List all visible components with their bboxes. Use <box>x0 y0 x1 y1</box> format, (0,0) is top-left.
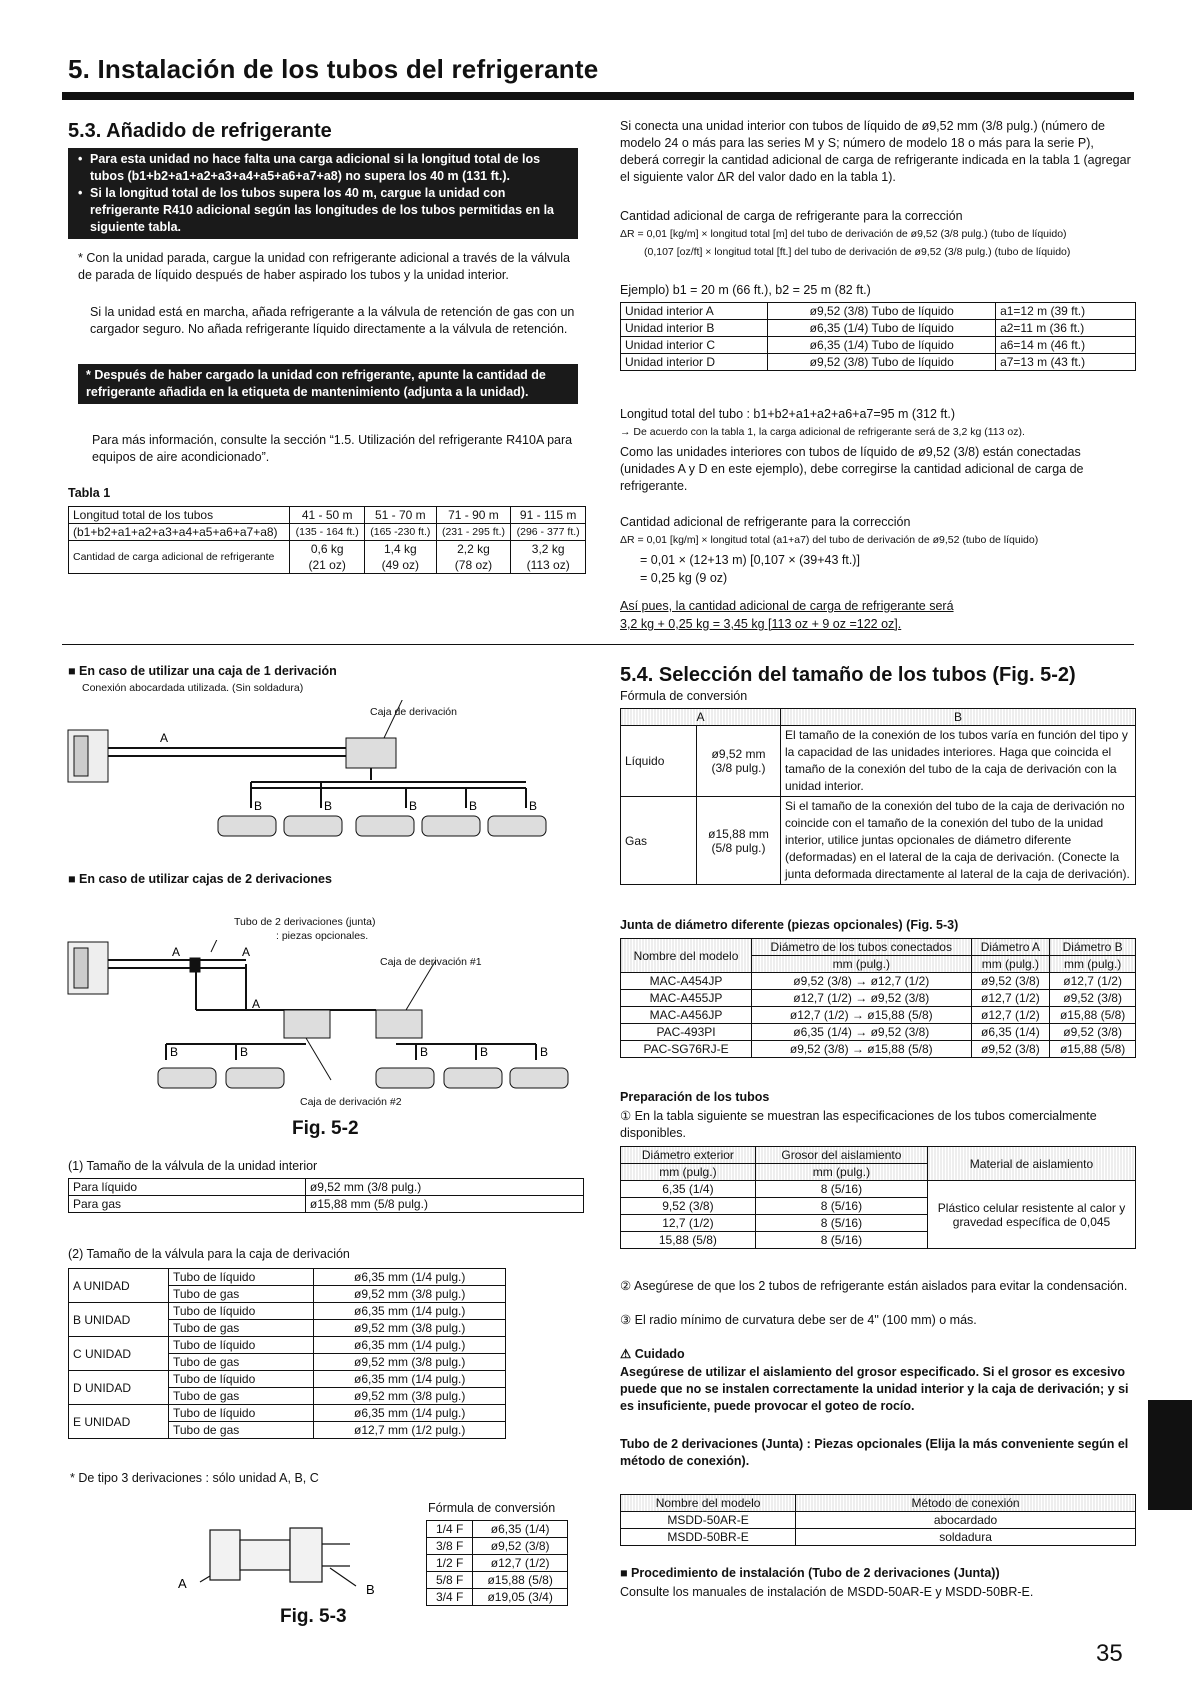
jh-unit: mm (pulg.) <box>971 956 1050 973</box>
t1-cell: (78 oz) <box>436 557 511 574</box>
vt1-cell: Para líquido <box>69 1179 306 1196</box>
valve-table-1 <box>68 1178 584 1213</box>
ex-cell: ø6,35 (1/4) Tubo de líquido <box>768 337 996 354</box>
label-b: B <box>529 799 538 813</box>
label-b: B <box>324 799 333 813</box>
liq-value: ø6,35 mm (1/4 pulg.) <box>314 1269 506 1286</box>
warning-block-1 <box>68 148 578 239</box>
junta-cell: ø12,7 (1/2) → ø15,88 (5/8) <box>752 1007 971 1024</box>
conv-value: ø6,35 (1/4) <box>473 1521 568 1538</box>
ins-diam: 6,35 (1/4) <box>621 1181 756 1198</box>
fig-5-3-joint-drawing <box>170 1510 400 1620</box>
size-gas-label: Gas <box>621 797 697 885</box>
t1-cell: 91 - 115 m <box>511 507 586 524</box>
rt-formula-1: ΔR = 0,01 [kg/m] × longitud total [m] del tubo de derivación de ø9,52 (3/8 pulg.) (tubo de líquido) <box>620 228 1067 240</box>
liq-label: Tubo de líquido <box>169 1337 314 1354</box>
rt-formula-5: = 0,25 kg (9 oz) <box>640 571 728 585</box>
m-cell: MSDD-50AR-E <box>621 1512 796 1529</box>
liq-value: ø6,35 mm (1/4 pulg.) <box>314 1303 506 1320</box>
caution-label: Cuidado <box>634 1347 685 1361</box>
ins-thick: 8 (5/16) <box>755 1215 927 1232</box>
fig-1branch-heading: ■ En caso de utilizar una caja de 1 derivación <box>68 664 337 678</box>
prep-title: Preparación de los tubos <box>620 1090 770 1104</box>
size-desc-1: El tamaño de la conexión de los tubos varía en función del tipo y la capacidad de las unidades interiores. Haga que coincida el tamaño de la conexión del tubo de la caja de derivación con la unidad interior. <box>781 726 1136 797</box>
ex-cell: Unidad interior D <box>621 354 768 371</box>
t1-cell: (296 - 377 ft.) <box>511 524 586 541</box>
ih-thick: Grosor del aislamiento <box>755 1147 927 1164</box>
ih-diam: Diámetro exterior <box>621 1147 756 1164</box>
label-a: A <box>252 997 261 1011</box>
section-tab-marker <box>1148 1400 1192 1510</box>
junta-cell: ø15,88 (5/8) <box>1050 1007 1136 1024</box>
unit-label: C UNIDAD <box>69 1337 169 1371</box>
tubo-label-b: : piezas opcionales. <box>276 930 369 942</box>
caja2-label: Caja de derivación #2 <box>300 1096 402 1108</box>
rt-result-2: 3,2 kg + 0,25 kg = 3,45 kg [113 oz + 9 oz =122 oz]. <box>620 617 902 631</box>
junta-cell: ø12,7 (1/2) <box>971 990 1050 1007</box>
section-5-3-title: 5.3. Añadido de refrigerante <box>68 120 332 142</box>
tubo-label-a: Tubo de 2 derivaciones (junta) <box>234 916 376 928</box>
t1-cell: (49 oz) <box>365 557 437 574</box>
proc-text: Consulte los manuales de instalación de MSDD-50AR-E y MSDD-50BR-E. <box>620 1585 1034 1599</box>
paragraph-2: Si la unidad está en marcha, añada refrigerante a la válvula de retención de gas con un cargador seguro. No añada refrigerante líquido directamente a la válvula de retención. <box>90 305 575 336</box>
ex-cell: Unidad interior B <box>621 320 768 337</box>
t1-header: Cantidad de carga adicional de refrigerante <box>69 541 290 574</box>
label-b: B <box>366 1582 375 1597</box>
prep-3: ③ El radio mínimo de curvatura debe ser de 4" (100 mm) o más. <box>620 1313 977 1327</box>
rt-paragraph-6: Cantidad adicional de refrigerante para la corrección <box>620 515 911 529</box>
liq-value: ø6,35 mm (1/4 pulg.) <box>314 1405 506 1422</box>
ih-mat: Material de aislamiento <box>928 1147 1136 1181</box>
ex-cell: a6=14 m (46 ft.) <box>996 337 1136 354</box>
m-cell: soldadura <box>796 1529 1136 1546</box>
conv-value: ø9,52 (3/8) <box>473 1538 568 1555</box>
gas-label: Tubo de gas <box>169 1286 314 1303</box>
jh-unit: mm (pulg.) <box>1050 956 1136 973</box>
tubo2-text: Tubo de 2 derivaciones (Junta) : Piezas opcionales (Elija la más conveniente según el método de conexión). <box>620 1437 1129 1468</box>
size-liq-v2: (3/8 pulg.) <box>711 761 766 775</box>
s54-subtitle: Fórmula de conversión <box>620 689 748 703</box>
junta-cell: ø9,52 (3/8) <box>971 1041 1050 1058</box>
t1-header: (b1+b2+a1+a2+a3+a4+a5+a6+a7+a8) <box>69 524 290 541</box>
title-rule <box>62 92 1134 100</box>
ins-diam: 9,52 (3/8) <box>621 1198 756 1215</box>
vt1-cell: ø9,52 mm (3/8 pulg.) <box>305 1179 583 1196</box>
size-desc-2: Si el tamaño de la conexión del tubo de la caja de derivación no coincide con el tamaño de la conexión del tubo de la unidad interior, utilice juntas opcionales de diámetro diferente (deformadas) en el lateral de la caja de derivación. (Conecte la junta deformada directamente al lateral de la caja de derivación). <box>781 797 1136 885</box>
rt-paragraph-2: Cantidad adicional de carga de refrigerante para la corrección <box>620 209 963 223</box>
label-b: B <box>170 1045 179 1059</box>
junta-cell: PAC-SG76RJ-E <box>621 1041 752 1058</box>
paragraph-1: * Con la unidad parada, cargue la unidad con refrigerante adicional a través de la válvula de parada de líquido después de haber aspirado los tubos y la unidad interior. <box>78 251 570 282</box>
rt-formula-4: = 0,01 × (12+13 m) [0,107 × (39+43 ft.)] <box>640 553 860 567</box>
conv-key: 5/8 F <box>427 1572 473 1589</box>
t1-cell: 3,2 kg <box>511 541 586 558</box>
ih-unit: mm (pulg.) <box>755 1164 927 1181</box>
junta-cell: MAC-A455JP <box>621 990 752 1007</box>
mh-method: Método de conexión <box>796 1495 1136 1512</box>
liq-label: Tubo de líquido <box>169 1269 314 1286</box>
ins-thick: 8 (5/16) <box>755 1232 927 1249</box>
ex-cell: Unidad interior A <box>621 303 768 320</box>
t1-cell: 1,4 kg <box>365 541 437 558</box>
fig-5-2-diagram-2 <box>66 940 586 1090</box>
prep-2: ② Asegúrese de que los 2 tubos de refrigerante están aislados para evitar la condensación. <box>620 1279 1128 1293</box>
section-divider <box>62 644 1134 645</box>
gas-value: ø9,52 mm (3/8 pulg.) <box>314 1286 506 1303</box>
size-header-a: A <box>621 709 781 726</box>
t1-cell: (21 oz) <box>290 557 365 574</box>
label-b: B <box>409 799 418 813</box>
valve-title-2: (2) Tamaño de la válvula para la caja de derivación <box>68 1247 350 1261</box>
conv-value: ø12,7 (1/2) <box>473 1555 568 1572</box>
liq-value: ø6,35 mm (1/4 pulg.) <box>314 1371 506 1388</box>
warning-2: • Si la longitud total de los tubos supera los 40 m, cargue la unidad con refrigerante R410 adicional según las longitudes de los tubos permitidas en la siguiente tabla. <box>76 185 570 236</box>
warning-triangle-icon: ⚠ <box>620 1347 635 1361</box>
insulation-table <box>620 1146 1136 1249</box>
fig-5-2-diagram-1 <box>66 700 586 860</box>
jh-unit: mm (pulg.) <box>752 956 971 973</box>
t1-cell: 0,6 kg <box>290 541 365 558</box>
ex-cell: a1=12 m (39 ft.) <box>996 303 1136 320</box>
example-table <box>620 302 1136 371</box>
size-header-b: B <box>781 709 1136 726</box>
conv-key: 1/2 F <box>427 1555 473 1572</box>
ex-cell: ø6,35 (1/4) Tubo de líquido <box>768 320 996 337</box>
ih-unit: mm (pulg.) <box>621 1164 756 1181</box>
rt-paragraph-4: → De acuerdo con la tabla 1, la carga adicional de refrigerante será de 3,2 kg (113 oz). <box>620 426 1025 438</box>
rt-paragraph-5: Como las unidades interiores con tubos de líquido de ø9,52 (3/8) están conectadas (unidades A y D en este ejemplo), debe corregirse la cantidad adicional de carga de refrigerante. <box>620 445 1084 493</box>
junta-cell: ø12,7 (1/2) <box>971 1007 1050 1024</box>
gas-label: Tubo de gas <box>169 1388 314 1405</box>
gas-value: ø9,52 mm (3/8 pulg.) <box>314 1354 506 1371</box>
caution-text: Asegúrese de utilizar el aislamiento del grosor especificado. Si el grosor es excesivo puede que no se instalen correctamente la unidad interior y la caja de derivación; y si es insuficiente, puede provocar el goteo de rocío. <box>620 1365 1129 1413</box>
jh-model: Nombre del modelo <box>621 939 752 973</box>
junta-cell: ø9,52 (3/8) → ø15,88 (5/8) <box>752 1041 971 1058</box>
unit-label: B UNIDAD <box>69 1303 169 1337</box>
method-table <box>620 1494 1136 1546</box>
fig-2branch-heading: ■ En caso de utilizar cajas de 2 derivaciones <box>68 872 332 886</box>
unit-label: A UNIDAD <box>69 1269 169 1303</box>
ex-cell: ø9,52 (3/8) Tubo de líquido <box>768 354 996 371</box>
t1-cell: (231 - 295 ft.) <box>436 524 511 541</box>
proc-title: ■ Procedimiento de instalación (Tubo de 2 derivaciones (Junta)) <box>620 1566 1000 1580</box>
junta-cell: ø9,52 (3/8) <box>1050 990 1136 1007</box>
vt1-cell: ø15,88 mm (5/8 pulg.) <box>305 1196 583 1213</box>
conv-table <box>426 1520 568 1606</box>
liq-label: Tubo de líquido <box>169 1405 314 1422</box>
rt-formula-3: ΔR = 0,01 [kg/m] × longitud total (a1+a7) del tubo de derivación de ø9,52 (tubo de líquido) <box>620 534 1039 546</box>
size-liq-label: Líquido <box>621 726 697 797</box>
ins-thick: 8 (5/16) <box>755 1198 927 1215</box>
rt-paragraph-1: Si conecta una unidad interior con tubos de líquido de ø9,52 mm (3/8 pulg.) (número de modelo 24 o más para las series M y S; número de modelo 18 o más para la serie P), deberá corregir la cantidad adicional de carga de refrigerante indicada en la tabla 1 (agregar el siguiente valor ΔR del valor dado en la tabla 1). <box>620 119 1131 184</box>
conv-key: 1/4 F <box>427 1521 473 1538</box>
ins-material: Plástico celular resistente al calor y gravedad específica de 0,045 <box>928 1181 1136 1249</box>
page-number: 35 <box>1096 1640 1123 1667</box>
warning-1: • Para esta unidad no hace falta una carga adicional si la longitud total de los tubos (b1+b2+a1+a2+a3+a4+a5+a6+a7+a8) no supera los 40 m (131 ft.). <box>76 151 570 185</box>
conv-value: ø19,05 (3/4) <box>473 1589 568 1606</box>
label-a: A <box>160 731 169 745</box>
ins-thick: 8 (5/16) <box>755 1181 927 1198</box>
label-b: B <box>240 1045 249 1059</box>
ins-diam: 15,88 (5/8) <box>621 1232 756 1249</box>
section-5-4-title: 5.4. Selección del tamaño de los tubos (Fig. 5-2) <box>620 664 1076 686</box>
junta-table <box>620 938 1136 1058</box>
junta-cell: ø9,52 (3/8) <box>1050 1024 1136 1041</box>
m-cell: MSDD-50BR-E <box>621 1529 796 1546</box>
t1-cell: 2,2 kg <box>436 541 511 558</box>
gas-value: ø9,52 mm (3/8 pulg.) <box>314 1320 506 1337</box>
label-a: A <box>172 945 181 959</box>
conv-key: 3/4 F <box>427 1589 473 1606</box>
liq-label: Tubo de líquido <box>169 1371 314 1388</box>
junta-cell: ø15,88 (5/8) <box>1050 1041 1136 1058</box>
table-1 <box>68 506 586 574</box>
t1-cell: (113 oz) <box>511 557 586 574</box>
conv-key: 3/8 F <box>427 1538 473 1555</box>
fig-5-3-caption: Fig. 5-3 <box>280 1606 347 1627</box>
rt-result-1: Así pues, la cantidad adicional de carga de refrigerante será <box>620 599 954 613</box>
liq-value: ø6,35 mm (1/4 pulg.) <box>314 1337 506 1354</box>
gas-label: Tubo de gas <box>169 1422 314 1439</box>
table-1-label: Tabla 1 <box>68 486 111 500</box>
label-b: B <box>540 1045 549 1059</box>
paragraph-3: Para más información, consulte la sección “1.5. Utilización del refrigerante R410A para equipos de aire acondicionado”. <box>92 433 573 464</box>
gas-label: Tubo de gas <box>169 1354 314 1371</box>
jh-a: Diámetro A <box>971 939 1050 956</box>
label-b: B <box>420 1045 429 1059</box>
conv-value: ø15,88 (5/8) <box>473 1572 568 1589</box>
fig-1branch-sub: Conexión abocardada utilizada. (Sin soldadura) <box>82 682 304 694</box>
rt-paragraph-3: Longitud total del tubo : b1+b2+a1+a2+a6+a7=95 m (312 ft.) <box>620 407 955 421</box>
label-a: A <box>242 945 251 959</box>
unit-label: D UNIDAD <box>69 1371 169 1405</box>
mh-model: Nombre del modelo <box>621 1495 796 1512</box>
t1-cell: 51 - 70 m <box>365 507 437 524</box>
t1-cell: 41 - 50 m <box>290 507 365 524</box>
jh-b: Diámetro B <box>1050 939 1136 956</box>
size-table <box>620 708 1136 885</box>
caution-title <box>620 1346 685 1361</box>
size-gas-v1: ø15,88 mm <box>708 826 769 841</box>
junta-cell: ø9,52 (3/8) <box>971 973 1050 990</box>
size-liq-v1: ø9,52 mm <box>711 747 766 761</box>
caja1-label: Caja de derivación #1 <box>380 956 482 968</box>
junta-cell: MAC-A456JP <box>621 1007 752 1024</box>
t1-header: Longitud total de los tubos <box>69 507 290 524</box>
caja-label: Caja de derivación <box>370 706 457 718</box>
junta-cell: MAC-A454JP <box>621 973 752 990</box>
conv-title: Fórmula de conversión <box>428 1501 556 1515</box>
valve-table-2 <box>68 1268 506 1439</box>
warning-block-2: * Después de haber cargado la unidad con refrigerante, apunte la cantidad de refrigerante añadida en la etiqueta de mantenimiento (adjunta a la unidad). <box>78 364 578 404</box>
junta-cell: ø12,7 (1/2) → ø9,52 (3/8) <box>752 990 971 1007</box>
ins-diam: 12,7 (1/2) <box>621 1215 756 1232</box>
t1-cell: (135 - 164 ft.) <box>290 524 365 541</box>
fig-5-2-caption: Fig. 5-2 <box>292 1118 359 1139</box>
junta-cell: ø6,35 (1/4) → ø9,52 (3/8) <box>752 1024 971 1041</box>
t1-cell: 71 - 90 m <box>436 507 511 524</box>
ex-cell: a2=11 m (36 ft.) <box>996 320 1136 337</box>
ex-cell: ø9,52 (3/8) Tubo de líquido <box>768 303 996 320</box>
unit-label: E UNIDAD <box>69 1405 169 1439</box>
label-a: A <box>178 1576 187 1591</box>
junta-cell: ø12,7 (1/2) <box>1050 973 1136 990</box>
gas-label: Tubo de gas <box>169 1320 314 1337</box>
valve-note: * De tipo 3 derivaciones : sólo unidad A, B, C <box>70 1471 319 1485</box>
label-b: B <box>254 799 263 813</box>
valve-title-1: (1) Tamaño de la válvula de la unidad interior <box>68 1159 318 1173</box>
m-cell: abocardado <box>796 1512 1136 1529</box>
prep-1: ① En la tabla siguiente se muestran las especificaciones de los tubos comercialmente disponibles. <box>620 1109 1097 1140</box>
size-gas-v2: (5/8 pulg.) <box>711 840 766 855</box>
junta-cell: ø9,52 (3/8) → ø12,7 (1/2) <box>752 973 971 990</box>
liq-label: Tubo de líquido <box>169 1303 314 1320</box>
page-title: 5. Instalación de los tubos del refrigerante <box>68 54 599 84</box>
vt1-cell: Para gas <box>69 1196 306 1213</box>
jh-diam: Diámetro de los tubos conectados <box>752 939 971 956</box>
ex-cell: a7=13 m (43 ft.) <box>996 354 1136 371</box>
t1-cell: (165 -230 ft.) <box>365 524 437 541</box>
rt-formula-2: (0,107 [oz/ft] × longitud total [ft.] del tubo de derivación de ø9,52 (3/8 pulg.) (tubo de líquido) <box>644 246 1071 258</box>
example-line: Ejemplo) b1 = 20 m (66 ft.), b2 = 25 m (82 ft.) <box>620 283 871 297</box>
gas-value: ø12,7 mm (1/2 pulg.) <box>314 1422 506 1439</box>
ex-cell: Unidad interior C <box>621 337 768 354</box>
junta-cell: ø6,35 (1/4) <box>971 1024 1050 1041</box>
junta-cell: PAC-493PI <box>621 1024 752 1041</box>
label-b: B <box>480 1045 489 1059</box>
junta-title: Junta de diámetro diferente (piezas opcionales) (Fig. 5-3) <box>620 918 959 932</box>
label-b: B <box>469 799 478 813</box>
gas-value: ø9,52 mm (3/8 pulg.) <box>314 1388 506 1405</box>
